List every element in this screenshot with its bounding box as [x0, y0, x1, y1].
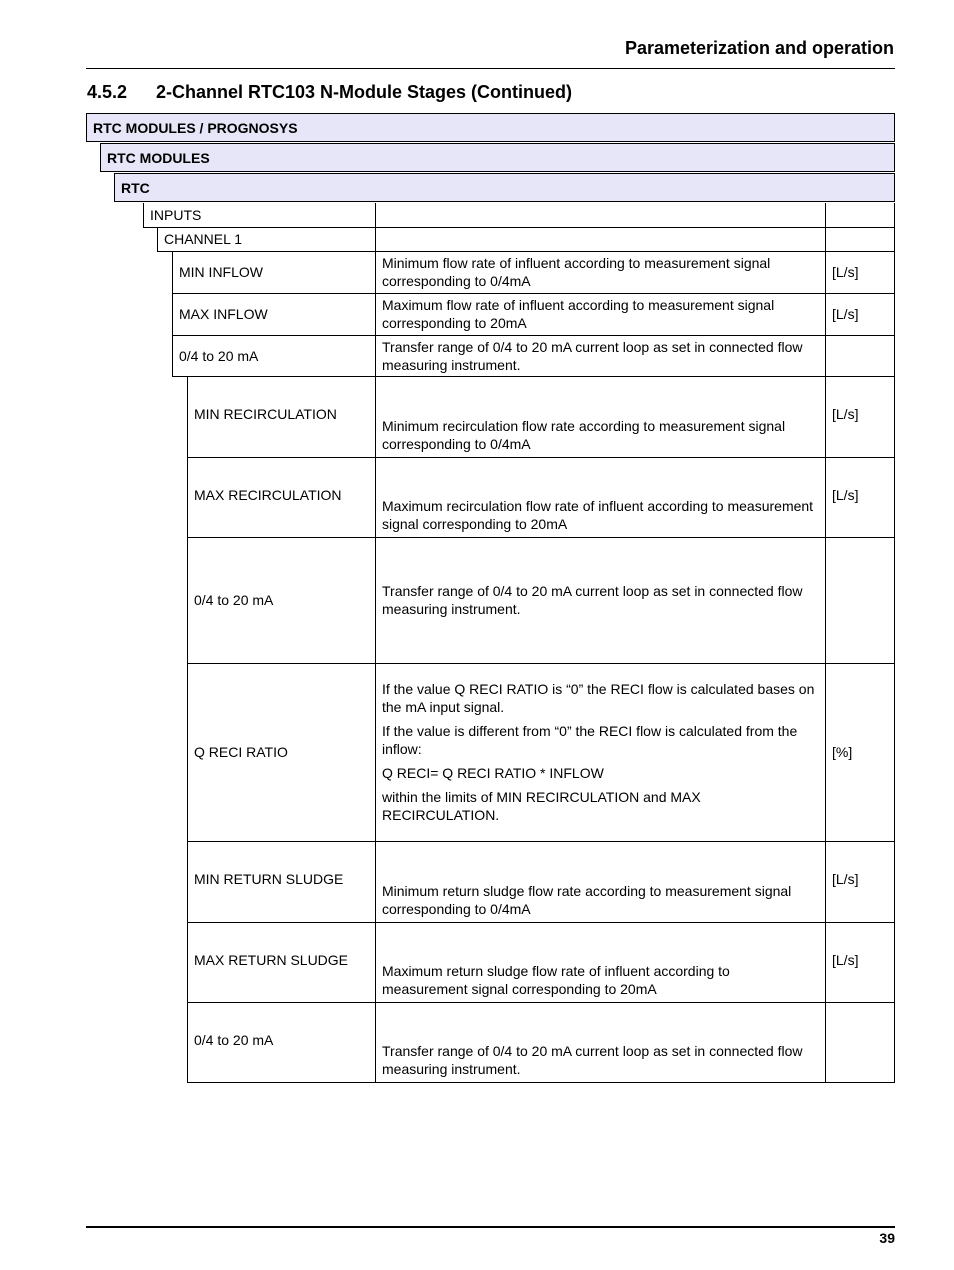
parameter-unit	[825, 251, 894, 293]
parameter-name-label: MIN RETURN SLUDGE	[194, 871, 344, 887]
parameter-name-label: MAX RECIRCULATION	[194, 487, 342, 503]
parameter-name	[173, 293, 376, 335]
description-paragraph: Q RECI= Q RECI RATIO * INFLOW	[382, 765, 604, 781]
header-rule	[86, 68, 895, 69]
parameter-description	[375, 457, 825, 537]
band-rtc-modules: RTC MODULES	[100, 143, 895, 172]
description-paragraph: Maximum return sludge flow rate of influent according to measurement signal corresponding to 20mA	[382, 963, 730, 997]
unit-label: [L/s]	[832, 306, 859, 322]
parameter-unit	[825, 227, 894, 251]
section-title: 2-Channel RTC103 N-Module Stages (Continued)	[156, 82, 573, 102]
description-paragraph: Transfer range of 0/4 to 20 mA current loop as set in connected flow measuring instrument.	[382, 338, 803, 373]
table-row	[172, 251, 895, 294]
parameter-name-label: 0/4 to 20 mA	[194, 592, 274, 608]
unit-label: [%]	[832, 744, 853, 760]
parameter-name	[158, 227, 376, 251]
unit-label: [L/s]	[832, 406, 859, 422]
parameter-name	[188, 663, 376, 841]
page-header-title: Parameterization and operation	[624, 38, 894, 58]
parameter-unit	[825, 841, 894, 922]
parameter-description	[375, 841, 825, 922]
footer-rule	[86, 1226, 895, 1228]
parameter-unit	[825, 663, 894, 841]
parameter-name-label: MIN INFLOW	[179, 264, 263, 280]
parameter-unit	[825, 537, 894, 663]
parameter-unit	[825, 1002, 894, 1082]
parameter-description	[375, 376, 825, 457]
parameter-name-label: MAX RETURN SLUDGE	[194, 952, 349, 968]
description-paragraph: Transfer range of 0/4 to 20 mA current loop as set in connected flow measuring instrument.	[382, 1043, 803, 1077]
description-paragraph: Minimum return sludge flow rate according to measurement signal corresponding to 0/4mA	[382, 883, 792, 917]
band-rtc: RTC	[114, 173, 895, 202]
description-paragraph: Minimum flow rate of influent according to measurement signal corresponding to 0/4mA	[382, 255, 771, 289]
parameter-name	[188, 376, 376, 457]
table-row	[187, 841, 895, 923]
parameter-description	[375, 1002, 825, 1082]
table-row	[157, 227, 895, 252]
parameter-name	[188, 841, 376, 922]
parameter-name-label: 0/4 to 20 mA	[194, 1032, 274, 1048]
table-row	[172, 335, 895, 377]
parameter-description	[375, 251, 825, 293]
table-row	[187, 663, 895, 842]
parameter-unit	[825, 457, 894, 537]
unit-label: [L/s]	[832, 487, 859, 503]
description-paragraph: If the value is different from “0” the RECI flow is calculated from the inflow:	[382, 723, 798, 757]
unit-label: [L/s]	[832, 264, 859, 280]
parameter-name-label: 0/4 to 20 mA	[179, 347, 259, 364]
parameter-unit	[825, 203, 894, 227]
parameter-name-label: MAX INFLOW	[179, 306, 268, 322]
section-heading	[87, 82, 572, 103]
description-paragraph: Maximum flow rate of influent according to measurement signal corresponding to 20mA	[382, 297, 775, 331]
parameter-description	[375, 227, 825, 251]
table-row	[172, 293, 895, 336]
parameter-name	[144, 203, 376, 227]
table-row	[187, 1002, 895, 1083]
parameter-name	[173, 251, 376, 293]
description-paragraph: If the value Q RECI RATIO is “0” the RECI flow is calculated bases on the mA input signal.	[382, 681, 815, 715]
parameter-unit	[825, 376, 894, 457]
parameter-name	[188, 457, 376, 537]
table-row	[187, 457, 895, 538]
page-number: 39	[879, 1230, 895, 1246]
parameter-name	[188, 922, 376, 1002]
parameter-name-label: INPUTS	[150, 207, 202, 223]
parameter-name-label: CHANNEL 1	[164, 231, 243, 247]
parameter-name-label: Q RECI RATIO	[194, 744, 288, 760]
parameter-unit	[825, 922, 894, 1002]
parameter-unit	[825, 293, 894, 335]
description-paragraph: within the limits of MIN RECIRCULATION and MAX RECIRCULATION.	[382, 789, 701, 823]
parameter-name	[188, 1002, 376, 1082]
parameter-unit	[825, 335, 894, 376]
description-paragraph: Minimum recirculation flow rate according to measurement signal corresponding to 0/4mA	[382, 418, 786, 452]
table-row	[143, 203, 895, 228]
table-row	[187, 922, 895, 1003]
table-row	[187, 376, 895, 458]
parameter-description	[375, 203, 825, 227]
band-rtc-modules-prognosys: RTC MODULES / PROGNOSYS	[86, 113, 895, 142]
parameter-description	[375, 293, 825, 335]
parameter-name	[173, 335, 376, 376]
parameter-name-label: MIN RECIRCULATION	[194, 406, 337, 422]
parameter-name	[188, 537, 376, 663]
description-paragraph: Transfer range of 0/4 to 20 mA current loop as set in connected flow measuring instrument.	[382, 583, 803, 617]
section-number: 4.5.2	[87, 82, 128, 102]
unit-label: [L/s]	[832, 952, 859, 968]
parameter-description	[375, 537, 825, 663]
unit-label: [L/s]	[832, 871, 859, 887]
parameter-description	[375, 335, 825, 376]
description-paragraph: Maximum recirculation flow rate of influent according to measurement signal corresponding to 20mA	[382, 498, 814, 532]
parameter-description	[375, 922, 825, 1002]
table-row	[187, 537, 895, 664]
parameter-description	[375, 663, 825, 841]
